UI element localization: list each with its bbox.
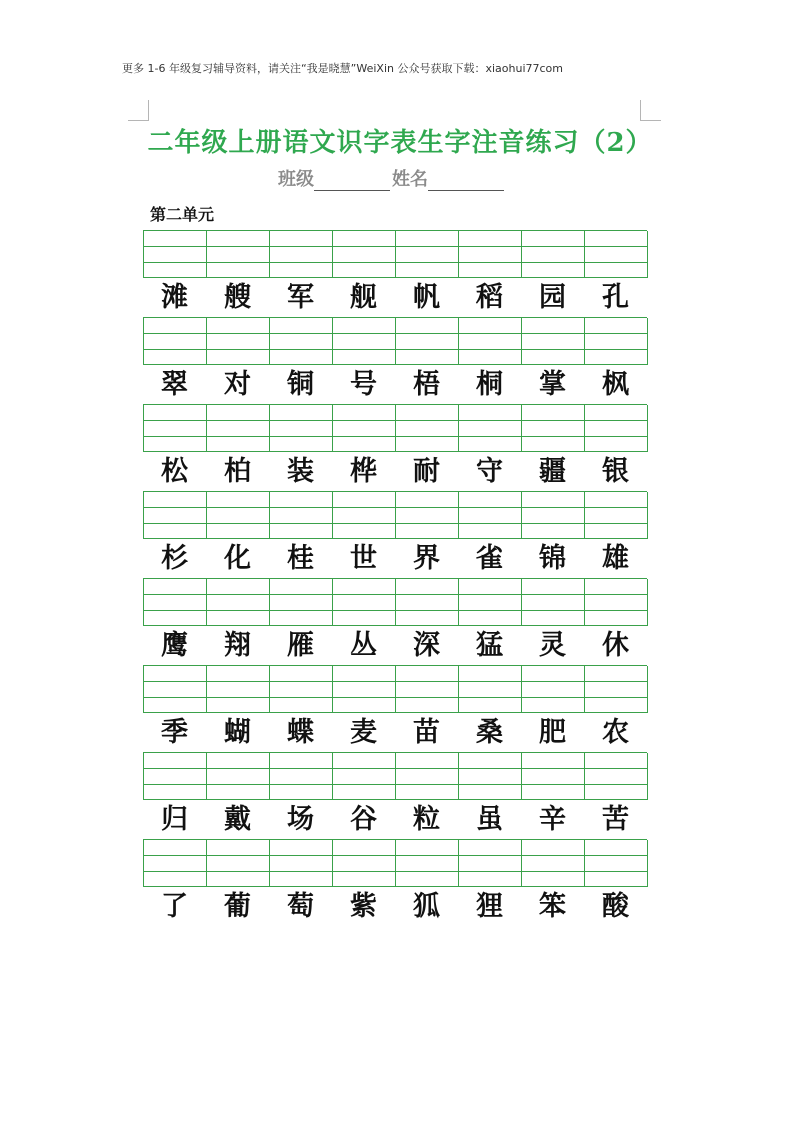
chinese-character: 休: [602, 630, 629, 661]
pinyin-writing-box[interactable]: [207, 405, 270, 452]
chinese-character: 苦: [602, 804, 629, 835]
pinyin-writing-box[interactable]: [585, 753, 648, 800]
chinese-character: 猛: [476, 630, 503, 661]
chinese-character: 桂: [287, 543, 314, 574]
character-row: [143, 713, 647, 752]
pinyin-writing-box[interactable]: [522, 579, 585, 626]
student-info-line: [278, 165, 506, 191]
pinyin-writing-box[interactable]: [270, 231, 333, 278]
pinyin-writing-box[interactable]: [459, 666, 522, 713]
page-corner-mark-left: [128, 100, 149, 121]
chinese-character: 了: [161, 891, 188, 922]
chinese-character: 帆: [413, 282, 440, 313]
chinese-character: 酸: [602, 891, 629, 922]
pinyin-writing-box[interactable]: [396, 318, 459, 365]
pinyin-writing-box[interactable]: [207, 840, 270, 887]
pinyin-writing-box[interactable]: [459, 405, 522, 452]
pinyin-writing-box[interactable]: [522, 666, 585, 713]
pinyin-writing-box[interactable]: [396, 492, 459, 539]
chinese-character: 翠: [161, 369, 188, 400]
pinyin-writing-box[interactable]: [585, 231, 648, 278]
pinyin-writing-box[interactable]: [144, 492, 207, 539]
class-label: 班级: [278, 169, 314, 190]
chinese-character: 苗: [413, 717, 440, 748]
chinese-character: 虽: [476, 804, 503, 835]
pinyin-writing-box[interactable]: [522, 405, 585, 452]
character-row: [143, 539, 647, 578]
chinese-character: 归: [161, 804, 188, 835]
pinyin-writing-box[interactable]: [585, 405, 648, 452]
pinyin-writing-box[interactable]: [396, 579, 459, 626]
chinese-character: 葡: [224, 891, 251, 922]
practice-sheet: [143, 230, 647, 926]
chinese-character: 装: [287, 456, 314, 487]
practice-row: [143, 752, 647, 839]
pinyin-writing-box[interactable]: [459, 579, 522, 626]
chinese-character: 锦: [539, 543, 566, 574]
chinese-character: 鹰: [161, 630, 188, 661]
pinyin-writing-box[interactable]: [522, 840, 585, 887]
pinyin-writing-box[interactable]: [396, 405, 459, 452]
pinyin-writing-box[interactable]: [333, 318, 396, 365]
chinese-character: 舰: [350, 282, 377, 313]
chinese-character: 松: [161, 456, 188, 487]
chinese-character: 掌: [539, 369, 566, 400]
pinyin-grid: [143, 491, 647, 539]
chinese-character: 滩: [161, 282, 188, 313]
chinese-character: 雀: [476, 543, 503, 574]
pinyin-writing-box[interactable]: [207, 318, 270, 365]
pinyin-grid: [143, 578, 647, 626]
pinyin-grid: [143, 839, 647, 887]
chinese-character: 肥: [539, 717, 566, 748]
pinyin-writing-box[interactable]: [270, 840, 333, 887]
chinese-character: 世: [350, 543, 377, 574]
chinese-character: 雄: [602, 543, 629, 574]
chinese-character: 深: [413, 630, 440, 661]
name-label: 姓名: [392, 169, 428, 190]
chinese-character: 谷: [350, 804, 377, 835]
pinyin-writing-box[interactable]: [333, 492, 396, 539]
pinyin-grid: [143, 752, 647, 800]
unit-heading: 第二单元: [150, 205, 215, 224]
pinyin-writing-box[interactable]: [459, 318, 522, 365]
chinese-character: 守: [476, 456, 503, 487]
chinese-character: 蝴: [224, 717, 251, 748]
pinyin-writing-box[interactable]: [270, 666, 333, 713]
pinyin-writing-box[interactable]: [459, 753, 522, 800]
chinese-character: 狸: [476, 891, 503, 922]
pinyin-writing-box[interactable]: [522, 231, 585, 278]
pinyin-writing-box[interactable]: [144, 405, 207, 452]
chinese-character: 稻: [476, 282, 503, 313]
pinyin-writing-box[interactable]: [585, 318, 648, 365]
chinese-character: 梧: [413, 369, 440, 400]
pinyin-grid: [143, 317, 647, 365]
practice-row: [143, 491, 647, 578]
pinyin-writing-box[interactable]: [207, 666, 270, 713]
chinese-character: 农: [602, 717, 629, 748]
chinese-character: 翔: [224, 630, 251, 661]
pinyin-writing-box[interactable]: [585, 666, 648, 713]
character-row: [143, 887, 647, 926]
chinese-character: 对: [224, 369, 251, 400]
pinyin-writing-box[interactable]: [333, 753, 396, 800]
chinese-character: 耐: [413, 456, 440, 487]
chinese-character: 军: [287, 282, 314, 313]
pinyin-writing-box[interactable]: [144, 666, 207, 713]
chinese-character: 孔: [602, 282, 629, 313]
pinyin-writing-box[interactable]: [333, 231, 396, 278]
chinese-character: 笨: [539, 891, 566, 922]
chinese-character: 戴: [224, 804, 251, 835]
character-row: [143, 626, 647, 665]
chinese-character: 粒: [413, 804, 440, 835]
chinese-character: 化: [224, 543, 251, 574]
chinese-character: 丛: [350, 630, 377, 661]
character-row: [143, 365, 647, 404]
pinyin-writing-box[interactable]: [144, 753, 207, 800]
chinese-character: 蝶: [287, 717, 314, 748]
chinese-character: 麦: [350, 717, 377, 748]
chinese-character: 季: [161, 717, 188, 748]
chinese-character: 辛: [539, 804, 566, 835]
pinyin-writing-box[interactable]: [144, 579, 207, 626]
chinese-character: 桑: [476, 717, 503, 748]
pinyin-grid: [143, 230, 647, 278]
header-note: 更多 1-6 年级复习辅导资料，请关注“我是晓慧”WeiXin 公众号获取下载：xiaohui77com: [122, 62, 563, 75]
character-row: [143, 452, 647, 491]
pinyin-writing-box[interactable]: [333, 579, 396, 626]
character-row: [143, 800, 647, 839]
practice-row: [143, 230, 647, 317]
chinese-character: 雁: [287, 630, 314, 661]
pinyin-writing-box[interactable]: [522, 753, 585, 800]
pinyin-writing-box[interactable]: [459, 492, 522, 539]
pinyin-writing-box[interactable]: [270, 318, 333, 365]
chinese-character: 桦: [350, 456, 377, 487]
name-blank: [428, 172, 504, 191]
chinese-character: 桐: [476, 369, 503, 400]
pinyin-writing-box[interactable]: [207, 231, 270, 278]
pinyin-writing-box[interactable]: [270, 753, 333, 800]
chinese-character: 界: [413, 543, 440, 574]
pinyin-writing-box[interactable]: [144, 840, 207, 887]
practice-row: [143, 578, 647, 665]
pinyin-grid: [143, 665, 647, 713]
page-corner-mark-right: [640, 100, 661, 121]
pinyin-grid: [143, 404, 647, 452]
pinyin-writing-box[interactable]: [333, 666, 396, 713]
chinese-character: 萄: [287, 891, 314, 922]
chinese-character: 枫: [602, 369, 629, 400]
pinyin-writing-box[interactable]: [585, 579, 648, 626]
chinese-character: 银: [602, 456, 629, 487]
chinese-character: 柏: [224, 456, 251, 487]
worksheet-title: 二年级上册语文识字表生字注音练习（2）: [147, 128, 653, 158]
pinyin-writing-box[interactable]: [207, 579, 270, 626]
pinyin-writing-box[interactable]: [459, 840, 522, 887]
practice-row: [143, 317, 647, 404]
practice-row: [143, 665, 647, 752]
pinyin-writing-box[interactable]: [396, 840, 459, 887]
chinese-character: 铜: [287, 369, 314, 400]
chinese-character: 紫: [350, 891, 377, 922]
character-row: [143, 278, 647, 317]
class-blank: [314, 172, 390, 191]
pinyin-writing-box[interactable]: [522, 318, 585, 365]
pinyin-writing-box[interactable]: [396, 231, 459, 278]
pinyin-writing-box[interactable]: [333, 405, 396, 452]
chinese-character: 号: [350, 369, 377, 400]
pinyin-writing-box[interactable]: [270, 579, 333, 626]
chinese-character: 场: [287, 804, 314, 835]
pinyin-writing-box[interactable]: [270, 405, 333, 452]
pinyin-writing-box[interactable]: [585, 840, 648, 887]
chinese-character: 疆: [539, 456, 566, 487]
pinyin-writing-box[interactable]: [270, 492, 333, 539]
pinyin-writing-box[interactable]: [396, 753, 459, 800]
pinyin-writing-box[interactable]: [396, 666, 459, 713]
pinyin-writing-box[interactable]: [144, 318, 207, 365]
pinyin-writing-box[interactable]: [207, 492, 270, 539]
chinese-character: 园: [539, 282, 566, 313]
pinyin-writing-box[interactable]: [585, 492, 648, 539]
practice-row: [143, 839, 647, 926]
chinese-character: 灵: [539, 630, 566, 661]
chinese-character: 狐: [413, 891, 440, 922]
practice-row: [143, 404, 647, 491]
pinyin-writing-box[interactable]: [144, 231, 207, 278]
chinese-character: 艘: [224, 282, 251, 313]
chinese-character: 杉: [161, 543, 188, 574]
pinyin-writing-box[interactable]: [459, 231, 522, 278]
pinyin-writing-box[interactable]: [522, 492, 585, 539]
pinyin-writing-box[interactable]: [207, 753, 270, 800]
pinyin-writing-box[interactable]: [333, 840, 396, 887]
